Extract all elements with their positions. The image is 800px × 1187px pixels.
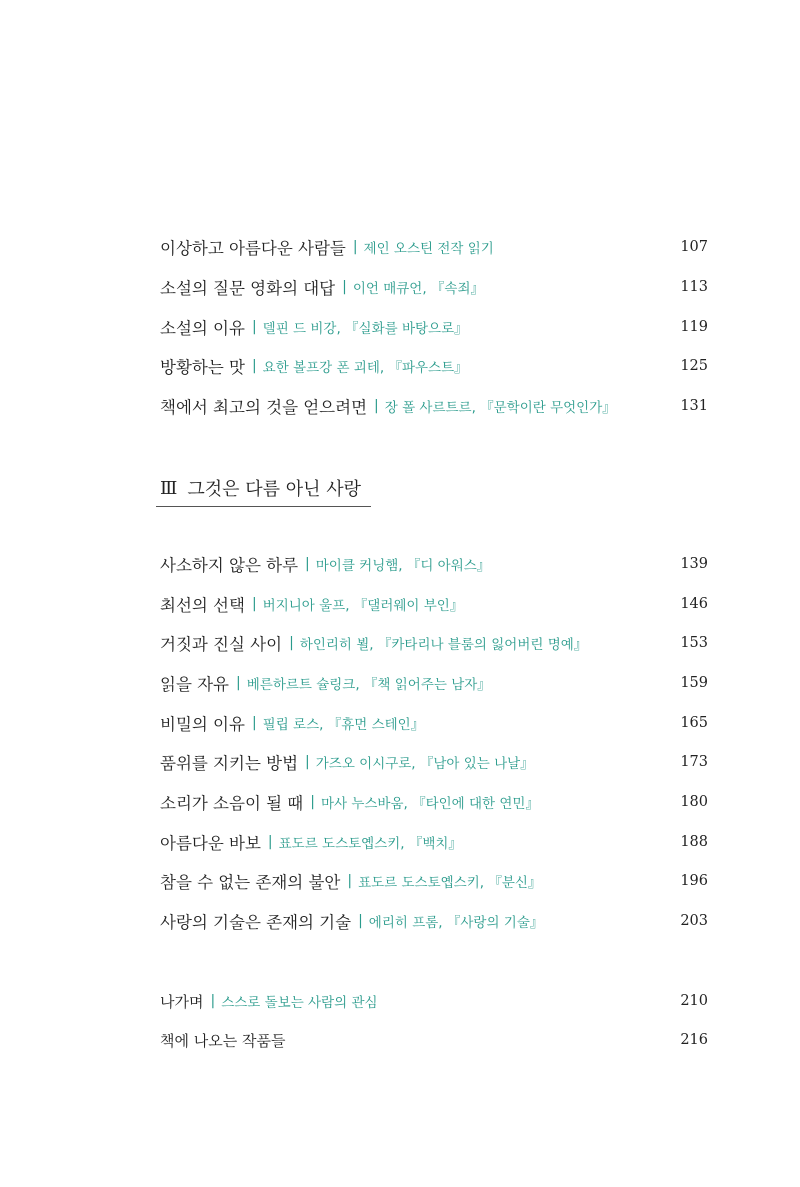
page-number: 188 [680,834,708,850]
separator: | [342,279,347,295]
entry-title: 읽을 자유 [160,675,230,694]
page-number: 203 [680,913,708,929]
entry-title: 사소하지 않은 하루 [160,556,299,575]
entry-title: 비밀의 이유 [160,715,245,734]
entry-title: 이상하고 아름다운 사람들 [160,239,346,258]
entry-title: 소설의 질문 영화의 대답 [160,279,336,298]
toc-entry[interactable] [160,551,708,577]
page-number: 153 [680,635,708,651]
separator: | [251,596,257,612]
separator: | [305,754,310,770]
page-number: 210 [680,993,708,1009]
toc-entry[interactable] [160,353,708,379]
page-number: 146 [680,596,708,612]
entry-title: 아름다운 바보 [160,834,261,853]
page-number: 180 [680,794,708,810]
entry-source: 가즈오 이시구로, 『남아 있는 나날』 [315,756,534,772]
entry-source: 이언 매큐언, 『속죄』 [352,281,485,297]
toc-entry[interactable] [160,274,708,300]
entry-source: 델핀 드 비강, 『실화를 바탕으로』 [262,321,468,337]
separator: | [236,675,241,691]
toc-entry[interactable] [160,630,708,656]
entry-title: 최선의 선택 [160,596,245,615]
toc-entry[interactable] [160,393,708,419]
separator: | [251,358,257,374]
entry-title: 책에 나오는 작품들 [160,1031,286,1050]
page-number: 173 [680,754,708,770]
entry-source: 표도르 도스토옙스키, 『백치』 [278,836,462,852]
section-numeral: Ⅲ [160,477,178,499]
toc-entry[interactable] [160,988,708,1014]
entry-title: 품위를 지키는 방법 [160,754,299,773]
toc-entry[interactable] [160,749,708,775]
separator: | [374,398,379,414]
page-number: 159 [680,675,708,691]
toc-entry[interactable] [160,710,708,736]
toc-entry[interactable] [160,591,708,617]
toc-entry[interactable] [160,908,708,934]
section-heading [160,474,361,502]
page-number: 113 [680,279,708,295]
page-number: 131 [680,398,708,414]
separator: | [251,715,257,731]
entry-title: 소리가 소음이 될 때 [160,794,304,813]
entry-title: 거짓과 진실 사이 [160,635,283,654]
entry-title: 참을 수 없는 존재의 불안 [160,873,341,892]
entry-title: 사랑의 기술은 존재의 기술 [160,913,352,932]
toc-entry[interactable] [160,314,708,340]
toc-entry[interactable] [160,1027,708,1053]
entry-source: 마사 누스바움, 『타인에 대한 연민』 [320,796,539,812]
page-number: 196 [680,873,708,889]
separator: | [347,873,353,889]
page-number: 216 [680,1032,708,1048]
entry-source: 에리히 프롬, 『사랑의 기술』 [368,915,544,931]
entry-source: 표도르 도스토옙스키, 『분신』 [358,875,542,891]
entry-title: 책에서 최고의 것을 얻으려면 [160,398,368,417]
page-number: 107 [680,239,708,255]
entry-source: 버지니아 울프, 『댈러웨이 부인』 [262,598,464,614]
separator: | [305,556,310,572]
entry-source: 장 폴 사르트르, 『문학이란 무엇인가』 [384,400,616,416]
page-number: 165 [680,715,708,731]
entry-source: 필립 로스, 『휴먼 스테인』 [262,717,425,733]
separator: | [310,794,315,810]
separator: | [210,993,216,1009]
entry-source: 제인 오스틴 전작 읽기 [363,241,494,257]
separator: | [358,913,363,929]
separator: | [267,834,273,850]
entry-source: 마이클 커닝햄, 『디 아워스』 [315,558,491,574]
separator: | [352,239,358,255]
entry-source: 요한 볼프강 폰 괴테, 『파우스트』 [262,360,468,376]
page-number: 119 [680,319,708,335]
entry-title: 나가며 [160,992,204,1011]
entry-source: 하인리히 뵐, 『카타리나 블룸의 잃어버린 명예』 [299,637,588,653]
toc-entry[interactable] [160,829,708,855]
entry-source: 베른하르트 슐링크, 『책 읽어주는 남자』 [246,677,491,693]
entry-title: 소설의 이유 [160,319,245,338]
section-title: 그것은 다름 아닌 사랑 [187,479,362,500]
toc-entry[interactable] [160,868,708,894]
toc-entry[interactable] [160,234,708,260]
entry-title: 방황하는 맛 [160,358,245,377]
separator: | [251,319,257,335]
page-number: 125 [680,358,708,374]
entry-source: 스스로 돌보는 사람의 관심 [221,995,378,1011]
section-underline [156,506,371,507]
toc-entry[interactable] [160,670,708,696]
toc-entry[interactable] [160,789,708,815]
page-number: 139 [680,556,708,572]
separator: | [289,635,294,651]
